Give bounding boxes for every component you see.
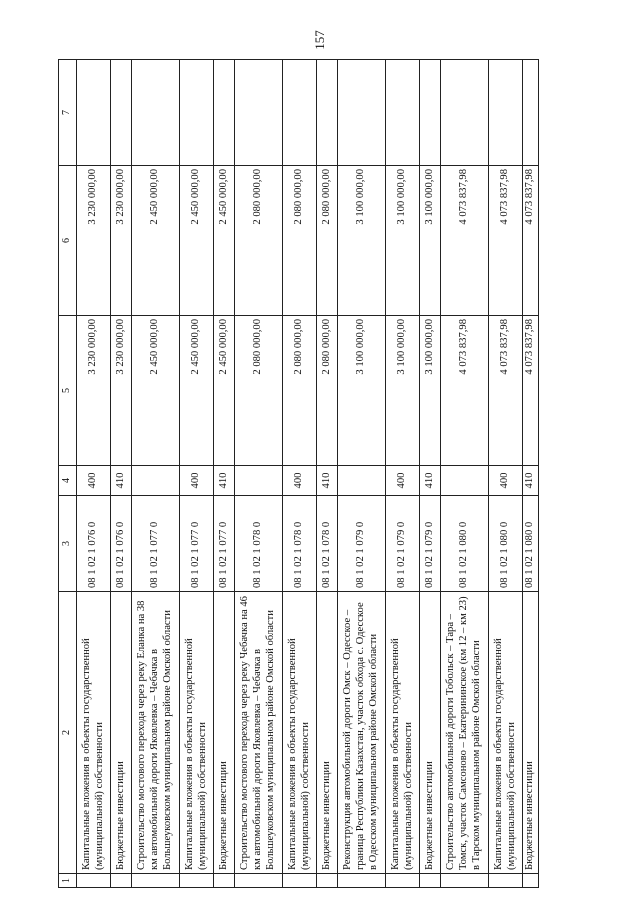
row-amount-col5-cell: 2 080 000,00: [235, 316, 283, 466]
row-amount-col6-cell: 3 100 000,00: [338, 166, 386, 316]
row-code-cell: 08 1 02 1 079 0: [338, 496, 386, 592]
row-col7-cell: [338, 60, 386, 166]
row-amount-col5-cell: 2 080 000,00: [283, 316, 317, 466]
row-amount-col6-cell: 3 100 000,00: [386, 166, 420, 316]
row-col7-cell: [214, 60, 235, 166]
row-code-cell: 08 1 02 1 078 0: [283, 496, 317, 592]
table-row: [283, 60, 317, 888]
row-name-cell: Строительство мостового перехода через реку Еланка на 38 км автомобильной дороги Яковлевка – Чебачка в Большеуковском муниципальном районе Омской области: [132, 592, 180, 874]
table-row: [317, 60, 338, 888]
row-expense-type-cell: 410: [111, 466, 132, 496]
header-cell-6: 6: [59, 166, 77, 316]
header-cell-2: 2: [59, 592, 77, 874]
budget-table-sheet: [58, 60, 580, 888]
row-col1-cell: [386, 874, 420, 888]
row-amount-col6-cell: 3 100 000,00: [420, 166, 441, 316]
table-row: [111, 60, 132, 888]
row-amount-col5-cell: 2 450 000,00: [132, 316, 180, 466]
row-col7-cell: [180, 60, 214, 166]
row-col1-cell: [338, 874, 386, 888]
row-code-cell: 08 1 02 1 078 0: [235, 496, 283, 592]
row-code-cell: 08 1 02 1 080 0: [489, 496, 523, 592]
row-col1-cell: [77, 874, 111, 888]
row-amount-col5-cell: 2 080 000,00: [317, 316, 338, 466]
row-amount-col5-cell: 3 230 000,00: [111, 316, 132, 466]
row-amount-col6-cell: 2 080 000,00: [283, 166, 317, 316]
row-amount-col5-cell: 2 450 000,00: [214, 316, 235, 466]
row-col7-cell: [420, 60, 441, 166]
row-expense-type-cell: 400: [386, 466, 420, 496]
header-cell-4: 4: [59, 466, 77, 496]
row-col1-cell: [523, 874, 539, 888]
row-name-cell: Бюджетные инвестиции: [111, 592, 132, 874]
row-name-cell: Капитальные вложения в объекты государственной (муниципальной) собственности: [283, 592, 317, 874]
row-expense-type-cell: 410: [317, 466, 338, 496]
row-col1-cell: [489, 874, 523, 888]
row-col7-cell: [132, 60, 180, 166]
row-amount-col5-cell: 2 450 000,00: [180, 316, 214, 466]
row-col1-cell: [132, 874, 180, 888]
row-code-cell: 08 1 02 1 077 0: [214, 496, 235, 592]
row-col7-cell: [523, 60, 539, 166]
row-col7-cell: [235, 60, 283, 166]
row-code-cell: 08 1 02 1 076 0: [77, 496, 111, 592]
row-expense-type-cell: 400: [489, 466, 523, 496]
header-row: [59, 60, 77, 888]
row-expense-type-cell: 400: [180, 466, 214, 496]
row-name-cell: Строительство мостового перехода через реку Чебачка на 46 км автомобильной дороги Яковлевка – Чебачка в Большеуковском муниципальном районе Омской области: [235, 592, 283, 874]
row-amount-col6-cell: 2 450 000,00: [180, 166, 214, 316]
row-expense-type-cell: [441, 466, 489, 496]
table-row: [132, 60, 180, 888]
row-col1-cell: [283, 874, 317, 888]
header-cell-3: 3: [59, 496, 77, 592]
row-expense-type-cell: [235, 466, 283, 496]
row-code-cell: 08 1 02 1 080 0: [523, 496, 539, 592]
row-col1-cell: [235, 874, 283, 888]
row-col1-cell: [180, 874, 214, 888]
page-number-text: 157: [312, 30, 327, 50]
row-code-cell: 08 1 02 1 080 0: [441, 496, 489, 592]
table-row: [214, 60, 235, 888]
table-row: [489, 60, 523, 888]
row-name-cell: Реконструкция автомобильной дороги Омск – Одесское – граница Республики Казахстан, участок обхода с. Одесское в Одесском муниципальном районе Омской области: [338, 592, 386, 874]
row-amount-col5-cell: 3 100 000,00: [386, 316, 420, 466]
row-amount-col6-cell: 2 450 000,00: [214, 166, 235, 316]
row-code-cell: 08 1 02 1 078 0: [317, 496, 338, 592]
row-code-cell: 08 1 02 1 077 0: [132, 496, 180, 592]
header-cell-5: 5: [59, 316, 77, 466]
table-row: [523, 60, 539, 888]
row-col7-cell: [111, 60, 132, 166]
row-name-cell: Бюджетные инвестиции: [523, 592, 539, 874]
row-name-cell: Строительство автомобильной дороги Тобольск – Тара – Томск, участок Самсоново – Екатерининское (км 12 – км 23) в Тарском муниципальном районе Омской области: [441, 592, 489, 874]
row-amount-col6-cell: 2 450 000,00: [132, 166, 180, 316]
budget-table: [58, 59, 539, 888]
row-col1-cell: [441, 874, 489, 888]
row-name-cell: Капитальные вложения в объекты государственной (муниципальной) собственности: [489, 592, 523, 874]
row-amount-col5-cell: 3 230 000,00: [77, 316, 111, 466]
row-name-cell: Бюджетные инвестиции: [214, 592, 235, 874]
row-amount-col5-cell: 3 100 000,00: [338, 316, 386, 466]
row-name-cell: Капитальные вложения в объекты государственной (муниципальной) собственности: [77, 592, 111, 874]
row-col7-cell: [441, 60, 489, 166]
row-expense-type-cell: [338, 466, 386, 496]
row-code-cell: 08 1 02 1 076 0: [111, 496, 132, 592]
table-row: [338, 60, 386, 888]
table-body: [59, 60, 539, 888]
table-row: [441, 60, 489, 888]
row-amount-col6-cell: 2 080 000,00: [317, 166, 338, 316]
row-expense-type-cell: 400: [77, 466, 111, 496]
row-name-cell: Капитальные вложения в объекты государственной (муниципальной) собственности: [386, 592, 420, 874]
row-amount-col5-cell: 4 073 837,98: [523, 316, 539, 466]
table-row: [235, 60, 283, 888]
row-amount-col5-cell: 3 100 000,00: [420, 316, 441, 466]
row-code-cell: 08 1 02 1 079 0: [386, 496, 420, 592]
table-row: [180, 60, 214, 888]
row-expense-type-cell: 410: [420, 466, 441, 496]
row-amount-col6-cell: 2 080 000,00: [235, 166, 283, 316]
row-amount-col6-cell: 3 230 000,00: [77, 166, 111, 316]
row-name-cell: Бюджетные инвестиции: [317, 592, 338, 874]
row-col7-cell: [386, 60, 420, 166]
row-name-cell: Бюджетные инвестиции: [420, 592, 441, 874]
row-col1-cell: [420, 874, 441, 888]
row-col7-cell: [317, 60, 338, 166]
row-col7-cell: [283, 60, 317, 166]
row-amount-col6-cell: 4 073 837,98: [489, 166, 523, 316]
row-amount-col6-cell: 3 230 000,00: [111, 166, 132, 316]
row-amount-col5-cell: 4 073 837,98: [441, 316, 489, 466]
header-cell-7: 7: [59, 60, 77, 166]
row-expense-type-cell: 400: [283, 466, 317, 496]
row-col1-cell: [317, 874, 338, 888]
row-col1-cell: [214, 874, 235, 888]
row-amount-col5-cell: 4 073 837,98: [489, 316, 523, 466]
row-name-cell: Капитальные вложения в объекты государственной (муниципальной) собственности: [180, 592, 214, 874]
row-expense-type-cell: 410: [523, 466, 539, 496]
header-cell-1: 1: [59, 874, 77, 888]
row-amount-col6-cell: 4 073 837,98: [441, 166, 489, 316]
row-col1-cell: [111, 874, 132, 888]
row-code-cell: 08 1 02 1 079 0: [420, 496, 441, 592]
row-expense-type-cell: [132, 466, 180, 496]
page-number: [306, 32, 334, 48]
table-row: [77, 60, 111, 888]
row-col7-cell: [77, 60, 111, 166]
row-col7-cell: [489, 60, 523, 166]
row-expense-type-cell: 410: [214, 466, 235, 496]
row-code-cell: 08 1 02 1 077 0: [180, 496, 214, 592]
table-row: [386, 60, 420, 888]
table-row: [420, 60, 441, 888]
row-amount-col6-cell: 4 073 837,98: [523, 166, 539, 316]
